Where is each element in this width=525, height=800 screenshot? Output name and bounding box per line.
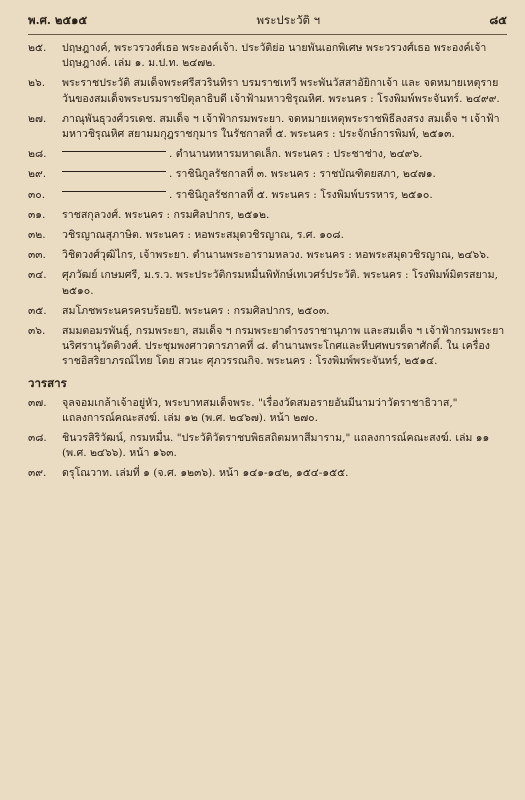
section-heading-journals: วารสาร: [28, 375, 67, 390]
entry-text: สมโภชพระนครครบร้อยปี. พระนคร : กรมศิลปากร, ๒๕๐๓.: [62, 304, 330, 317]
entry-text: ราชสกุลวงศ์. พระนคร : กรมศิลปากร, ๒๕๑๒.: [62, 208, 270, 221]
entry-number: ๓๐.: [28, 188, 46, 201]
entry-number: ๓๒.: [28, 229, 46, 242]
bibliography-entry: [28, 188, 507, 203]
bibliography-entry: [28, 324, 507, 370]
entry-number: ๒๘.: [28, 148, 47, 161]
entry-text: ศุภวัฒย์ เกษมศรี, ม.ร.ว. พระประวัติกรมหมื่นพิทักษ์เทเวศร์ประวัติ. พระนคร : โรงพิมพ์มิตรสยาม, ๒๕๑๐.: [62, 269, 498, 297]
page-header: [28, 12, 507, 32]
entry-text: จุลจอมเกล้าเจ้าอยู่หัว, พระบาทสมเด็จพระ. "เรื่องวัดสมอรายอันมีนามว่าวัดราชาธิวาส," แถลงการณ์คณะสงฆ์. เล่ม ๑๒ (พ.ศ. ๒๔๖๗). หน้า ๒๗๐.: [62, 396, 458, 424]
entry-text: . ราชินิกูลรัชกาลที่ ๕. พระนคร : โรงพิมพ์บรรหาร, ๒๕๑๐.: [169, 188, 433, 201]
bibliography-entry: [28, 228, 507, 243]
bibliography-entry: [28, 76, 507, 106]
entry-number: ๒๗.: [28, 112, 47, 125]
entry-number: ๓๘.: [28, 432, 47, 445]
bibliography-entry: [28, 268, 507, 298]
header-year: พ.ศ. ๒๕๑๕: [28, 13, 88, 27]
entry-number: ๓๓.: [28, 249, 46, 262]
entry-number: ๒๕.: [28, 42, 47, 54]
bibliography-entry: [28, 304, 507, 319]
entry-text: ปฤษฎางค์, พระวรวงศ์เธอ พระองค์เจ้า. ประวัติย่อ นายพันเอกพิเศษ พระวรวงศ์เธอ พระองค์เจ้าปฤษฎางค์. เล่ม ๑. ม.ป.ท. ๒๔๗๒.: [62, 42, 487, 70]
entry-number: ๓๙.: [28, 467, 47, 480]
bibliography-list: [28, 41, 507, 370]
bibliography-entry: [28, 208, 507, 223]
entry-text: ชินวรสิริวัฒน์, กรมหมื่น. "ประวัติวัดราชบพิธสถิตมหาสีมาราม," แถลงการณ์คณะสงฆ์. เล่ม ๑๑ (พ.ศ. ๒๔๖๖). หน้า ๑๖๓.: [62, 432, 490, 460]
entry-text: ภาณุพันธุวงศ์วรเดช. สมเด็จ ฯ เจ้าฟ้ากรมพระยา. จดหมายเหตุพระราชพิธีลงสรง สมเด็จ ฯ เจ้าฟ้ามหาวชิรุณหิศ สยามมกุฎราชกุมาร ในรัชกาลที่ ๕. พระนคร : ประจักษ์การพิมพ์, ๒๕๑๓.: [62, 112, 500, 141]
entry-text: วิชิตวงศ์วุฒิไกร, เจ้าพระยา. ตำนานพระอารามหลวง. พระนคร : หอพระสมุดวชิรญาณ, ๒๔๖๖.: [62, 249, 490, 262]
journal-entry: [28, 431, 507, 461]
journal-entry: [28, 466, 507, 481]
entry-number: ๒๙.: [28, 168, 47, 181]
entry-text: . ตำนานทหารมหาดเล็ก. พระนคร : ประชาช่าง, ๒๔๙๖.: [169, 148, 423, 161]
ditto-dash: [62, 171, 166, 172]
entry-text: วชิรญาณสุภาษิต. พระนคร : หอพระสมุดวชิรญาณ, ร.ศ. ๑๐๘.: [62, 229, 344, 242]
bibliography-entry: [28, 167, 507, 182]
entry-number: ๓๕.: [28, 304, 47, 317]
bibliography-entry: [28, 41, 507, 71]
ditto-dash: [62, 191, 166, 192]
entry-text: สมมตอมรพันธุ์, กรมพระยา, สมเด็จ ฯ กรมพระยาดำรงราชานุภาพ และสมเด็จ ฯ เจ้าฟ้ากรมพระยานริศรานุวัดติวงศ์. ประชุมพงศาวดารภาคที่ ๘. ตำนานพระโกศและหีบศพบรรดาศักดิ์. ใน เครื่องราชอิสริยาภรณ์ไทย โดย สวนะ ศุภวรรณกิจ. พระนคร : โรงพิมพ์พระจันทร์, ๒๕๑๔.: [62, 325, 505, 368]
header-rule: [28, 34, 507, 35]
bibliography-entry: [28, 248, 507, 263]
entry-number: ๓๑.: [28, 208, 46, 221]
entry-text: ดรุโณวาท. เล่มที่ ๑ (จ.ศ. ๑๒๓๖). หน้า ๑๔๑-๑๔๒, ๑๕๔-๑๕๕.: [62, 467, 349, 480]
journal-entry: [28, 396, 507, 426]
page-number: ๘๕: [489, 13, 507, 27]
entry-number: ๓๖.: [28, 325, 46, 338]
entry-number: ๓๗.: [28, 396, 47, 409]
bibliography-entry: [28, 147, 507, 162]
bibliography-entry: [28, 112, 507, 142]
header-title: พระประวัติ ฯ: [256, 13, 321, 27]
entry-number: ๒๖.: [28, 77, 46, 90]
entry-text: . ราชินิกูลรัชกาลที่ ๓. พระนคร : ราชบัณฑิตยสภา, ๒๔๗๑.: [169, 168, 436, 181]
entry-number: ๓๔.: [28, 269, 47, 282]
ditto-dash: [62, 151, 166, 152]
entry-text: พระราชประวัติ สมเด็จพระศรีสวรินทิรา บรมราชเทวี พระพันวัสสาอัยิกาเจ้า และ จดหมายเหตุรายวันของสมเด็จพระบรมราชปิตุลาธิบดี เจ้าฟ้ามหาวชิรุณหิศ. พระนคร : โรงพิมพ์พระจันทร์. ๒๔๙๙.: [62, 77, 500, 105]
journal-list: [28, 396, 507, 482]
